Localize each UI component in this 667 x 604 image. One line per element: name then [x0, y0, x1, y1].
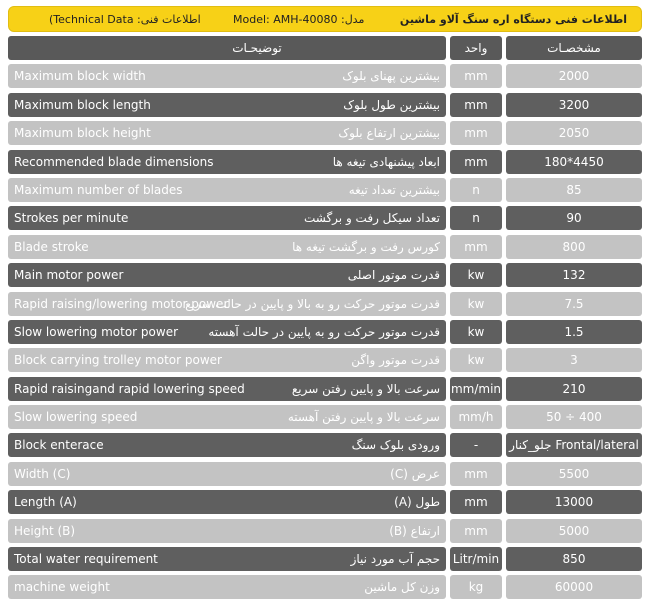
description-fa: قدرت موتور اصلی [347, 268, 440, 283]
table-row [8, 575, 642, 599]
header-spec: مشخصـات [506, 36, 642, 60]
description-en: Recommended blade dimensions [14, 154, 214, 169]
table-row [8, 320, 642, 344]
value-cell: 2000 [506, 64, 642, 88]
value-cell: 85 [506, 178, 642, 202]
description-fa: قدرت موتور حرکت رو به بالا و پایین در حالت سریع [185, 296, 440, 311]
description-cell [8, 348, 446, 372]
table-row [8, 405, 642, 429]
description-en: Width (C) [14, 466, 71, 481]
value-cell: 5000 [506, 519, 642, 543]
value-cell: 1.5 [506, 320, 642, 344]
header-description-label: توضیحـات [232, 41, 282, 55]
unit-cell: mm [450, 121, 502, 145]
unit-cell: Litr/min [450, 547, 502, 571]
description-cell [8, 93, 446, 117]
description-en: Rapid raising/lowering motor power [14, 296, 229, 311]
value-cell: 210 [506, 377, 642, 401]
description-fa: بیشترین تعداد تیغه [348, 182, 440, 197]
table-row [8, 235, 642, 259]
description-cell [8, 433, 446, 457]
description-fa: قدرت موتور واگن [351, 353, 440, 368]
header-description [8, 36, 446, 60]
unit-cell: kw [450, 320, 502, 344]
description-en: Blade stroke [14, 239, 89, 254]
unit-cell: n [450, 206, 502, 230]
description-fa: سرعت بالا و پایین رفتن سریع [291, 381, 440, 396]
description-cell [8, 377, 446, 401]
table-row [8, 206, 642, 230]
value-cell: 50 ÷ 400 [506, 405, 642, 429]
description-fa: کورس رفت و برگشت تیغه ها [292, 239, 440, 254]
unit-cell: mm [450, 235, 502, 259]
description-fa: عرض (C) [390, 466, 440, 481]
unit-cell: mm [450, 490, 502, 514]
description-cell [8, 519, 446, 543]
description-cell [8, 64, 446, 88]
value-cell: 800 [506, 235, 642, 259]
table-row [8, 433, 642, 457]
description-cell [8, 547, 446, 571]
description-fa: بیشترین طول بلوک [343, 97, 440, 112]
description-fa: وزن کل ماشین [364, 580, 440, 595]
table-row [8, 93, 642, 117]
value-cell: 2050 [506, 121, 642, 145]
value-cell: 180*4450 [506, 150, 642, 174]
description-fa: تعداد سیکل رفت و برگشت [303, 211, 440, 226]
table-row [8, 519, 642, 543]
table-row [8, 377, 642, 401]
value-cell: 90 [506, 206, 642, 230]
unit-cell: mm/min [450, 377, 502, 401]
description-en: Length (A) [14, 495, 77, 510]
description-cell [8, 292, 446, 316]
value-cell: 3 [506, 348, 642, 372]
sheet-heading: اطلاعات فنی دستگاه اره سنگ آلاو ماشین [399, 13, 627, 26]
description-cell [8, 462, 446, 486]
value-cell: 3200 [506, 93, 642, 117]
unit-cell: mm [450, 519, 502, 543]
description-en: Maximum number of blades [14, 182, 183, 197]
unit-cell: n [450, 178, 502, 202]
unit-cell: mm [450, 93, 502, 117]
value-cell: 7.5 [506, 292, 642, 316]
unit-cell: mm [450, 64, 502, 88]
table-row [8, 348, 642, 372]
description-en: Maximum block length [14, 97, 151, 112]
description-en: Height (B) [14, 523, 76, 538]
unit-cell: mm [450, 462, 502, 486]
description-cell [8, 575, 446, 599]
unit-cell: kg [450, 575, 502, 599]
description-en: Rapid raisingand rapid lowering speed [14, 381, 245, 396]
description-en: Maximum block width [14, 69, 146, 84]
table-row [8, 121, 642, 145]
value-cell: 13000 [506, 490, 642, 514]
table-row [8, 64, 642, 88]
value-cell: 5500 [506, 462, 642, 486]
table-row [8, 490, 642, 514]
description-cell [8, 150, 446, 174]
description-en: Slow lowering motor power [14, 324, 179, 339]
unit-cell: - [450, 433, 502, 457]
description-fa: حجم آب مورد نیاز [350, 552, 440, 567]
description-en: Main motor power [14, 268, 124, 283]
description-fa: سرعت بالا و پایین رفتن آهسته [287, 410, 440, 425]
description-fa: بیشترین ارتفاع بلوک [338, 126, 440, 141]
unit-cell: kw [450, 292, 502, 316]
description-cell [8, 235, 446, 259]
table-body [8, 64, 642, 599]
description-cell [8, 405, 446, 429]
header-unit: واحد [450, 36, 502, 60]
table-row [8, 547, 642, 571]
unit-cell: kw [450, 348, 502, 372]
description-en: machine weight [14, 580, 110, 595]
description-en: Total water requirement [14, 552, 158, 567]
description-cell [8, 121, 446, 145]
table-row [8, 178, 642, 202]
description-fa: طول (A) [394, 495, 440, 510]
description-cell [8, 206, 446, 230]
title-bar [8, 6, 642, 32]
description-fa: ابعاد پیشنهادی تیغه ها [332, 154, 440, 169]
table-header [8, 36, 642, 60]
spec-table [8, 36, 642, 604]
value-cell: جلو_کنار Frontal/lateral [506, 433, 642, 457]
description-en: Block enterace [14, 438, 104, 453]
description-cell [8, 263, 446, 287]
description-fa: ورودی بلوک سنگ [351, 438, 440, 453]
table-row [8, 292, 642, 316]
description-fa: ارتفاع (B) [389, 523, 440, 538]
unit-cell: mm/h [450, 405, 502, 429]
description-cell [8, 490, 446, 514]
description-cell [8, 320, 446, 344]
description-fa: بیشترین پهنای بلوک [342, 69, 440, 84]
description-en: Block carrying trolley motor power [14, 353, 222, 368]
description-en: Maximum block height [14, 126, 151, 141]
table-row [8, 462, 642, 486]
value-cell: 60000 [506, 575, 642, 599]
table-row [8, 263, 642, 287]
unit-cell: mm [450, 150, 502, 174]
value-cell: 132 [506, 263, 642, 287]
technical-data-label: (Technical Data :اطلاعات فنی [49, 13, 201, 26]
description-en: Slow lowering speed [14, 410, 138, 425]
description-fa: قدرت موتور حرکت رو به پایین در حالت آهسته [208, 324, 440, 339]
table-row [8, 150, 642, 174]
model-label: Model: AMH-40080 :مدل [233, 13, 365, 26]
unit-cell: kw [450, 263, 502, 287]
value-cell: 850 [506, 547, 642, 571]
description-en: Strokes per minute [14, 211, 129, 226]
description-cell [8, 178, 446, 202]
